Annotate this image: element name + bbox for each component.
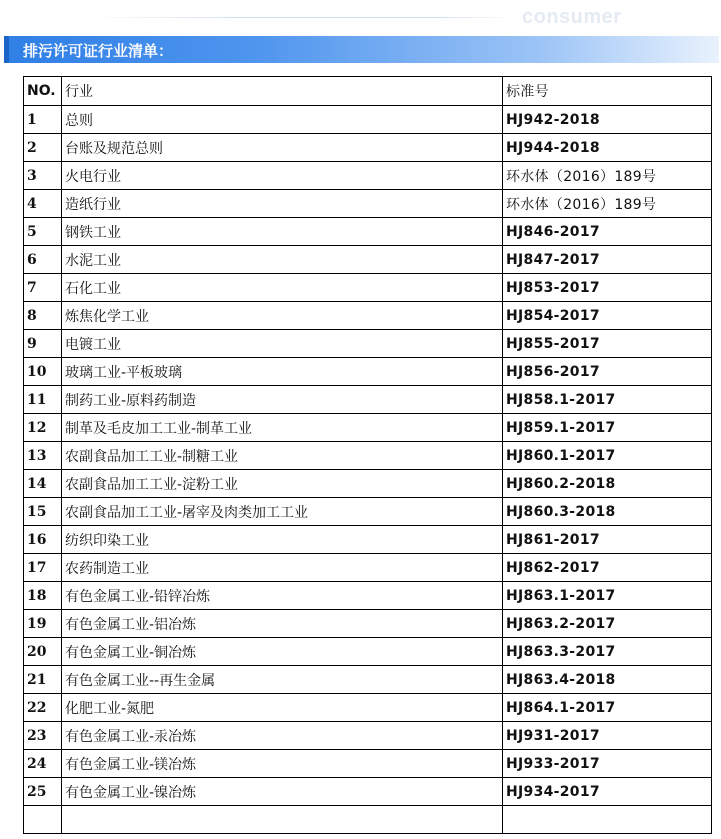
row-standard: HJ860.1-2017 xyxy=(503,442,712,470)
row-standard: HJ863.1-2017 xyxy=(503,582,712,610)
row-number: 16 xyxy=(24,526,62,554)
table-row xyxy=(24,442,712,470)
row-industry: 化肥工业-氮肥 xyxy=(62,694,503,722)
row-standard: HJ934-2017 xyxy=(503,778,712,806)
table-row xyxy=(24,106,712,134)
row-number: 9 xyxy=(24,330,62,358)
row-standard: HJ858.1-2017 xyxy=(503,386,712,414)
table-row xyxy=(24,302,712,330)
table-row xyxy=(24,610,712,638)
row-number: 11 xyxy=(24,386,62,414)
row-industry: 水泥工业 xyxy=(62,246,503,274)
section-header-accent xyxy=(4,36,9,63)
row-standard: HJ931-2017 xyxy=(503,722,712,750)
row-industry: 有色金属工业-铅锌冶炼 xyxy=(62,582,503,610)
table-row xyxy=(24,386,712,414)
row-standard: HJ860.3-2018 xyxy=(503,498,712,526)
row-number: 10 xyxy=(24,358,62,386)
row-standard: HJ862-2017 xyxy=(503,554,712,582)
row-industry: 火电行业 xyxy=(62,162,503,190)
row-industry: 制药工业-原料药制造 xyxy=(62,386,503,414)
row-industry: 有色金属工业-镁冶炼 xyxy=(62,750,503,778)
industry-standards-table xyxy=(23,76,712,834)
row-industry: 有色金属工业-铜冶炼 xyxy=(62,638,503,666)
row-number: 21 xyxy=(24,666,62,694)
row-industry: 纺织印染工业 xyxy=(62,526,503,554)
row-industry: 炼焦化学工业 xyxy=(62,302,503,330)
table-row xyxy=(24,582,712,610)
row-number: 6 xyxy=(24,246,62,274)
row-standard: HJ854-2017 xyxy=(503,302,712,330)
row-standard: HJ944-2018 xyxy=(503,134,712,162)
row-standard: HJ863.4-2018 xyxy=(503,666,712,694)
row-standard: HJ856-2017 xyxy=(503,358,712,386)
table-row xyxy=(24,218,712,246)
row-standard: HJ847-2017 xyxy=(503,246,712,274)
row-industry: 农副食品加工工业-制糖工业 xyxy=(62,442,503,470)
row-number: 23 xyxy=(24,722,62,750)
row-industry: 总则 xyxy=(62,106,503,134)
row-standard: HJ859.1-2017 xyxy=(503,414,712,442)
table-row xyxy=(24,666,712,694)
row-number: 24 xyxy=(24,750,62,778)
row-industry: 农副食品加工工业-淀粉工业 xyxy=(62,470,503,498)
row-industry: 玻璃工业-平板玻璃 xyxy=(62,358,503,386)
row-number: 18 xyxy=(24,582,62,610)
row-number xyxy=(24,806,62,834)
row-standard: HJ853-2017 xyxy=(503,274,712,302)
table-row xyxy=(24,750,712,778)
row-standard: HJ846-2017 xyxy=(503,218,712,246)
row-number: 22 xyxy=(24,694,62,722)
row-number: 17 xyxy=(24,554,62,582)
row-industry: 石化工业 xyxy=(62,274,503,302)
row-standard: HJ933-2017 xyxy=(503,750,712,778)
header-divider-line xyxy=(85,17,515,18)
table-row xyxy=(24,554,712,582)
row-number: 20 xyxy=(24,638,62,666)
table-row xyxy=(24,694,712,722)
row-standard: HJ864.1-2017 xyxy=(503,694,712,722)
row-number: 13 xyxy=(24,442,62,470)
table-row xyxy=(24,498,712,526)
row-standard: 环水体（2016）189号 xyxy=(503,162,712,190)
table-row xyxy=(24,414,712,442)
row-industry: 钢铁工业 xyxy=(62,218,503,246)
table-row xyxy=(24,638,712,666)
table-header-row xyxy=(24,77,712,106)
table-row xyxy=(24,190,712,218)
row-industry: 造纸行业 xyxy=(62,190,503,218)
header-standard: 标准号 xyxy=(503,77,712,106)
table-row xyxy=(24,134,712,162)
row-industry: 电镀工业 xyxy=(62,330,503,358)
row-number: 2 xyxy=(24,134,62,162)
table-row xyxy=(24,778,712,806)
row-industry: 农副食品加工工业-屠宰及肉类加工工业 xyxy=(62,498,503,526)
row-standard: HJ863.2-2017 xyxy=(503,610,712,638)
row-number: 15 xyxy=(24,498,62,526)
section-title: 排污许可证行业清单： xyxy=(23,42,174,60)
table-row xyxy=(24,358,712,386)
table-row xyxy=(24,722,712,750)
row-standard: HJ855-2017 xyxy=(503,330,712,358)
row-industry: 农药制造工业 xyxy=(62,554,503,582)
row-industry: 台账及规范总则 xyxy=(62,134,503,162)
row-standard: HJ861-2017 xyxy=(503,526,712,554)
section-header-bar xyxy=(4,36,719,63)
row-number: 14 xyxy=(24,470,62,498)
table-row xyxy=(24,470,712,498)
header-industry: 行业 xyxy=(62,77,503,106)
row-number: 5 xyxy=(24,218,62,246)
table-row xyxy=(24,162,712,190)
table-row xyxy=(24,274,712,302)
row-industry: 有色金属工业-镍冶炼 xyxy=(62,778,503,806)
row-standard: HJ863.3-2017 xyxy=(503,638,712,666)
row-standard: 环水体（2016）189号 xyxy=(503,190,712,218)
row-number: 3 xyxy=(24,162,62,190)
row-industry: 有色金属工业--再生金属 xyxy=(62,666,503,694)
row-industry: 有色金属工业-铝冶炼 xyxy=(62,610,503,638)
table-row xyxy=(24,330,712,358)
row-industry: 制革及毛皮加工工业-制革工业 xyxy=(62,414,503,442)
row-standard: HJ942-2018 xyxy=(503,106,712,134)
row-number: 19 xyxy=(24,610,62,638)
row-industry: 有色金属工业-汞冶炼 xyxy=(62,722,503,750)
row-industry xyxy=(62,806,503,834)
row-standard xyxy=(503,806,712,834)
row-number: 4 xyxy=(24,190,62,218)
row-number: 8 xyxy=(24,302,62,330)
watermark-text: consumer xyxy=(522,6,622,28)
row-number: 12 xyxy=(24,414,62,442)
row-number: 25 xyxy=(24,778,62,806)
header-no: NO. xyxy=(24,77,62,106)
row-standard: HJ860.2-2018 xyxy=(503,470,712,498)
table-row xyxy=(24,246,712,274)
row-number: 1 xyxy=(24,106,62,134)
table-row xyxy=(24,806,712,834)
table-row xyxy=(24,526,712,554)
row-number: 7 xyxy=(24,274,62,302)
